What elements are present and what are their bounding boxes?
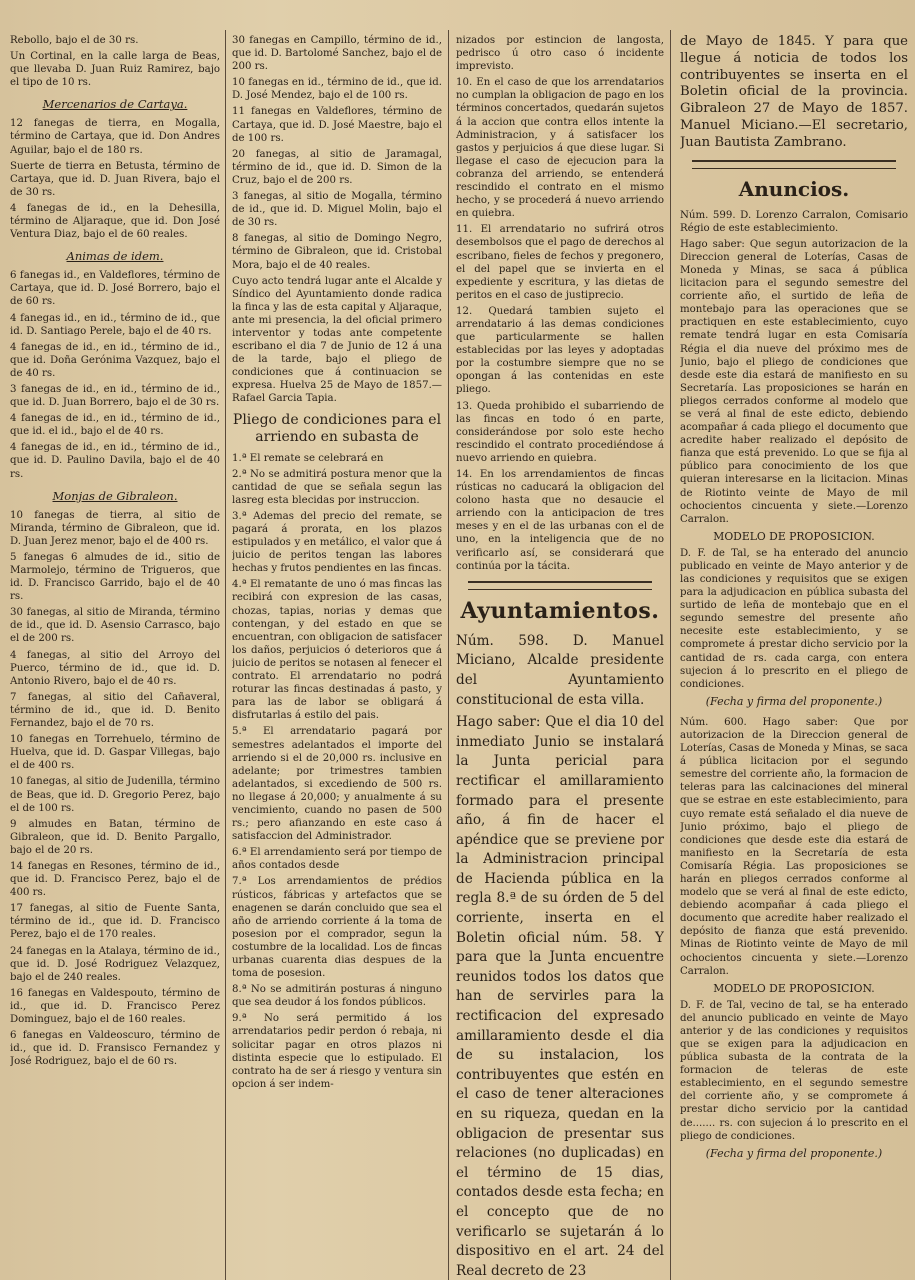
paragraph: Rebollo, bajo el de 30 rs. [10, 35, 139, 46]
condition: 14. En los arrendamientos de fincas rústicas no caducará la obligacion del colono hasta que no desaucie el arriendo con la anticipacion de tres meses y en el de las urbanas con el de uno, en la inteligencia que de no verificarlo así, se considerará que continúa por la tácita. [456, 469, 664, 572]
column-3 [456, 34, 664, 1280]
list-item: 3 fanegas de id., en id., término de id., que id. D. Juan Borrero, bajo el de 30 rs. [10, 383, 220, 409]
section-title: Ayuntamientos. [460, 597, 660, 624]
list-item: 4 fanegas de id., en id., término de id., que id. D. Paulino Davila, bajo el de 40 rs. [10, 442, 220, 480]
condition: 7.ª Los arrendamientos de prédios rústicos, fábricas y artefactos que se enagenen se darán concluido que sea el año de arriendo corriente á la toma de posesion por el comprador, segun la costumbre de la localidad. Los de fincas urbanas cuarenta dias despues de la toma de posesion. [232, 876, 442, 980]
paragraph: Un Cortinal, en la calle larga de Beas, que llevaba D. Juan Ruiz Ramirez, bajo el tipo de 10 rs. [10, 51, 220, 89]
list-item: 6 fanegas en Valdeoscuro, término de id., que id. D. Fransisco Fernandez y José Rodriguez, bajo el de 60 rs. [10, 1030, 220, 1068]
list-item: 7 fanegas, al sitio del Cañaveral, término de id., que id. D. Benito Fernandez, bajo el de 70 rs. [10, 691, 220, 730]
condition: 13. Queda prohibido el subarriendo de las fincas en todo ó en parte, considerándose por solo este hecho rescindido el contrato procediéndose á nuevo arriendo en quiebra. [456, 400, 664, 464]
condition: 12. Quedará tambien sujeto el arrendatario á las demas condiciones que particularmente se hallen establecidas por las leyes y adoptadas por la costumbre siempre que no se opongan á las contenidas en este pliego. [456, 305, 664, 396]
list-item: 6 fanegas id., en Valdeflores, término de Cartaya, que id. D. José Borrero, bajo el de 60 rs. [10, 270, 220, 308]
list-item: 4 fanegas de id., en id., término de id., que id. Doña Gerónima Vazquez, bajo el de 40 rs. [10, 341, 220, 379]
model-body: D. F. de Tal, vecino de tal, se ha enterado del anuncio publicado en veinte de Mayo anterior y de las condiciones y requisitos que se exigen para la adjudicacion en pública subasta de la contrata de la formacion de teleras de este establecimiento, en el segundo semestre del corriente año, y se compromete á prestar dicho servicio por la cantidad de....... rs. con sujecion á lo prescrito en el pliego de condiciones. [680, 999, 908, 1142]
list-item: 8 fanegas, al sitio de Domingo Negro, término de Gibraleon, que id. Cristobal Mora, bajo el de 40 reales. [232, 233, 442, 271]
condition: 2.ª No se admitirá postura menor que la cantidad de que se señala segun las lasreg esta blecidas por instruccion. [232, 468, 442, 506]
condition: 1.ª El remate se celebrará en [232, 452, 384, 464]
list-item: 4 fanegas, al sitio del Arroyo del Puerco, término de id., que id. D. Antonio Rivero, bajo el de 40 rs. [10, 649, 220, 687]
notice-body: Núm. 600. Hago saber: Que por autorizacion de la Direccion general de Loterías, Casas de Moneda y Minas, se saca á pública licitacion por el segundo semestre del corriente año, la formacion de teleras para las calcinaciones del mineral que se estrae en este establecimiento, para cuyo remate está señalado el dia nueve de Junio próximo, bajo el pliego de condiciones que desde este dia estará de manifiesto en la Secretaría de esta Comisaría Régia. Las proposiciones se harán en pliegos cerrados conforme al modelo que se verá al final de este edicto, debiendo acompañar á cada pliego el documento que acredite haber realizado el depósito de fianza que está prevenido. Minas de Riotinto veinte de Mayo de mil ochocientos cincuenta y siete.—Lorenzo Carralon. [680, 716, 908, 977]
section-heading: Animas de idem. [66, 249, 164, 264]
section-title: Anuncios. [738, 176, 850, 201]
section-heading: Monjas de Gibraleon. [52, 488, 178, 503]
notice-body: de Mayo de 1845. Y para que llegue á noticia de todos los contribuyentes se inserta en el Boletin oficial de la provincia. Gibraleon 27 de Mayo de 1857. Manuel Miciano.—El secretario, Juan Bautista Zambrano. [680, 34, 908, 150]
list-item: 10 fanegas en id., término de id., que id. D. José Mendez, bajo el de 100 rs. [232, 77, 442, 102]
column-2 [232, 34, 442, 1094]
column-rule [225, 30, 226, 1280]
signature-line: (Fecha y firma del proponente.) [705, 694, 883, 708]
column-rule [448, 30, 449, 1280]
list-item: 30 fanegas, al sitio de Miranda, término de id., que id. D. Asensio Carrasco, bajo el de 200 rs. [10, 607, 220, 645]
model-heading: MODELO DE PROPOSICION. [713, 529, 875, 543]
list-item: 16 fanegas en Valdespouto, término de id., que id. D. Francisco Perez Dominguez, bajo el de 160 reales. [10, 987, 220, 1025]
section-heading: Pliego de condiciones para el arriendo en subasta de [232, 411, 442, 445]
condition: 4.ª El rematante de uno ó mas fincas las recibirá con expresion de las casas, chozas, tapias, norias y demas que contengan, y del estado en que se encuentran, con obligacion de satisfacer los daños, perjuicios ó deterioros que á juicio de peritos se notasen al fenecer el contrato. El arrendatario no podrá roturar las fincas destinadas á pasto, y para las de labor se obligará á disfrutarlas á estilo del pais. [232, 579, 442, 722]
condition: 3.ª Ademas del precio del remate, se pagará á prorata, en los plazos estipulados y en metálico, el valor que á juicio de peritos tengan las labores hechas y frutos pendientes en las fincas. [232, 510, 442, 575]
list-item: 30 fanegas en Campillo, término de id., que id. D. Bartolomé Sanchez, bajo el de 200 rs. [232, 35, 442, 73]
section-divider [692, 160, 896, 169]
list-item: 14 fanegas en Resones, término de id., que id. D. Francisco Perez, bajo el de 400 rs. [10, 860, 220, 899]
list-item: 17 fanegas, al sitio de Fuente Santa, término de id., que id. D. Francisco Perez, bajo el de 170 reales. [10, 903, 220, 941]
column-4 [680, 34, 908, 1168]
list-item: 10 fanegas de tierra, al sitio de Miranda, término de Gibraleon, que id. D. Juan Jerez menor, bajo el de 400 rs. [10, 509, 220, 547]
notice-body: Hago saber: Que segun autorizacion de la Direccion general de Loterías, Casas de Moneda y Minas, se saca á pública licitacion para el segundo semestre del corriente año, el surtido de leña de montebajo para las operaciones que se practiquen en este establecimiento, cuyo remate tendrá lugar en esta Comisaría Régia el dia nueve del próximo mes de Junio, bajo el pliego de condiciones que desde este dia estará de manifiesto en su Secretaría. Las proposiciones se harán en pliegos cerrados conforme al modelo que se verá al final de este edicto, debiendo acompañar á cada pliego el documento que acredite haber realizado el depósito de fianza que está prevenido. Lo que se fija al público para conocimiento de los que quieran interesarse en la licitacion. Minas de Riotinto veinte de Mayo de mil ochocientos cincuenta y siete.—Lorenzo Carralon. [680, 238, 908, 525]
notice-header: Núm. 599. D. Lorenzo Carralon, Comisario Régio de este establecimiento. [680, 209, 908, 234]
section-divider [468, 581, 652, 590]
list-item: 4 fanegas id., en id., término de id., que id. D. Santiago Perele, bajo el de 40 rs. [10, 312, 220, 337]
list-item: 9 almudes en Batan, término de Gibraleon, que id. D. Benito Pargallo, bajo el de 20 rs. [10, 818, 220, 856]
list-item: Suerte de tierra en Betusta, término de Cartaya, que id. D. Juan Rivera, bajo el de 30 rs. [10, 160, 220, 198]
condition: 5.ª El arrendatario pagará por semestres adelantados el importe del arriendo si el de 20,000 rs. inclusive en adelante; por trimestres tambien adelantados, si excediendo de 500 rs. no llegase á 20,000; y anualmente á su vencimiento, cuando no pasen de 500 rs.; pero afianzando en este caso á satisfaccion del Administrador. [232, 726, 442, 843]
model-body: D. F. de Tal, se ha enterado del anuncio publicado en veinte de Mayo anterior y de las condiciones y requisitos que se exigen para la adjudicacion en pública subasta del surtido de leña de montebajo que en el segundo semestre del presente año necesite este establecimiento, y se compromete á prestar dicho servicio por la cantidad de rs. cada carga, con entera sujecion á lo prescrito en el pliego de condiciones. [680, 547, 908, 690]
condition: 9.ª No será permitido á los arrendatarios pedir perdon ó rebaja, ni solicitar pagar en otros plazos ni distinta especie que lo estipulado. El contrato ha de ser á riesgo y ventura sin opcion á ser indem- [232, 1013, 442, 1090]
list-item: 11 fanegas en Valdeflores, término de Cartaya, que id. D. José Maestre, bajo el de 100 rs. [232, 106, 442, 144]
list-item: 3 fanegas, al sitio de Mogalla, término de id., que id. D. Miguel Molin, bajo el de 30 rs. [232, 191, 442, 229]
paragraph: Cuyo acto tendrá lugar ante el Alcalde y Síndico del Ayuntamiento donde radica la finca y las de esta capital y Aljaraque, ante mi presencia, la del oficial primero interventor y todas ante competente escribano el dia 7 de Junio de 12 á una de la tarde, bajo el pliego de condiciones que á continuacion se expresa. Huelva 25 de Mayo de 1857.—Rafael Garcia Tapia. [232, 275, 442, 405]
list-item: 20 fanegas, al sitio de Jaramagal, término de id., que id. D. Simon de la Cruz, bajo el de 200 rs. [232, 148, 442, 186]
list-item: 4 fanegas de id., en id., término de id., que id. el id., bajo el de 40 rs. [10, 413, 220, 438]
list-item: 4 fanegas de id., en la Dehesilla, término de Aljaraque, que id. Don José Ventura Diaz, bajo el de 60 reales. [10, 202, 220, 241]
list-item: 12 fanegas de tierra, en Mogalla, término de Cartaya, que id. Don Andres Aguilar, bajo el de 180 rs. [10, 118, 220, 156]
notice-body: Hago saber: Que el dia 10 del inmediato Junio se instalará la Junta pericial para rectificar el amillaramiento formado para el presente año, á fin de hacer el apéndice que se previene por la Administracion principal de Hacienda pública en la regla 8.ª de su órden de 5 del corriente, inserta en el Boletin oficial núm. 58. Y para que la Junta encuentre reunidos todos los datos que han de servirles para la rectificacion del expresado amillaramiento desde el dia de su instalacion, los contribuyentes que estén en el caso de tener alteraciones en su riqueza, quedan en la obligacion de presentar sus relaciones (no duplicadas) en el término de 15 dias, contados desde esta fecha; en el concepto que de no verificarlo se sujetarán á lo dispositivo en el art. 24 del Real decreto de 23 [456, 714, 664, 1279]
column-1 [10, 34, 220, 1071]
condition: 11. El arrendatario no sufrirá otros desembolsos que el pago de derechos al escribano, fieles de fechos y pregonero, el del papel que se invierta en el expediente y escritura, y las dietas de peritos en el caso de justiprecio. [456, 224, 664, 301]
model-heading: MODELO DE PROPOSICION. [713, 981, 875, 995]
column-rule [670, 30, 671, 1280]
list-item: 10 fanegas en Torrehuelo, término de Huelva, que id. D. Gaspar Villegas, bajo el de 400 rs. [10, 734, 220, 772]
notice-header: Núm. 598. D. Manuel Miciano, Alcalde presidente del Ayuntamiento constitucional de esta villa. [456, 632, 664, 708]
list-item: 24 fanegas en la Atalaya, término de id., que id. D. José Rodriguez Velazquez, bajo el de 240 reales. [10, 945, 220, 983]
condition: 6.ª El arrendamiento será por tiempo de años contados desde [232, 847, 442, 872]
section-heading: Mercenarios de Cartaya. [42, 97, 188, 112]
signature-line: (Fecha y firma del proponente.) [705, 1146, 883, 1160]
condition: nizados por estincion de langosta, pedrisco ú otro caso ó incidente imprevisto. [456, 35, 664, 73]
list-item: 10 fanegas, al sitio de Judenilla, término de Beas, que id. D. Gregorio Perez, bajo el de 100 rs. [10, 776, 220, 814]
list-item: 5 fanegas 6 almudes de id., sitio de Marmolejo, término de Trigueros, que id. D. Francisco Garrido, bajo el de 40 rs. [10, 551, 220, 603]
condition: 8.ª No se admitirán posturas á ninguno que sea deudor á los fondos públicos. [232, 984, 442, 1009]
condition: 10. En el caso de que los arrendatarios no cumplan la obligacion de pago en los términos concertados, quedarán sujetos á la accion que contra ellos intente la Administracion, y á satisfacer los gastos y perjuicios á que diese lugar. Si llegase el caso de ejecucion para la cobranza del arriendo, se entenderá rescindido el contrato en el mismo hecho, y se procederá á nuevo arriendo en quiebra. [456, 77, 664, 220]
